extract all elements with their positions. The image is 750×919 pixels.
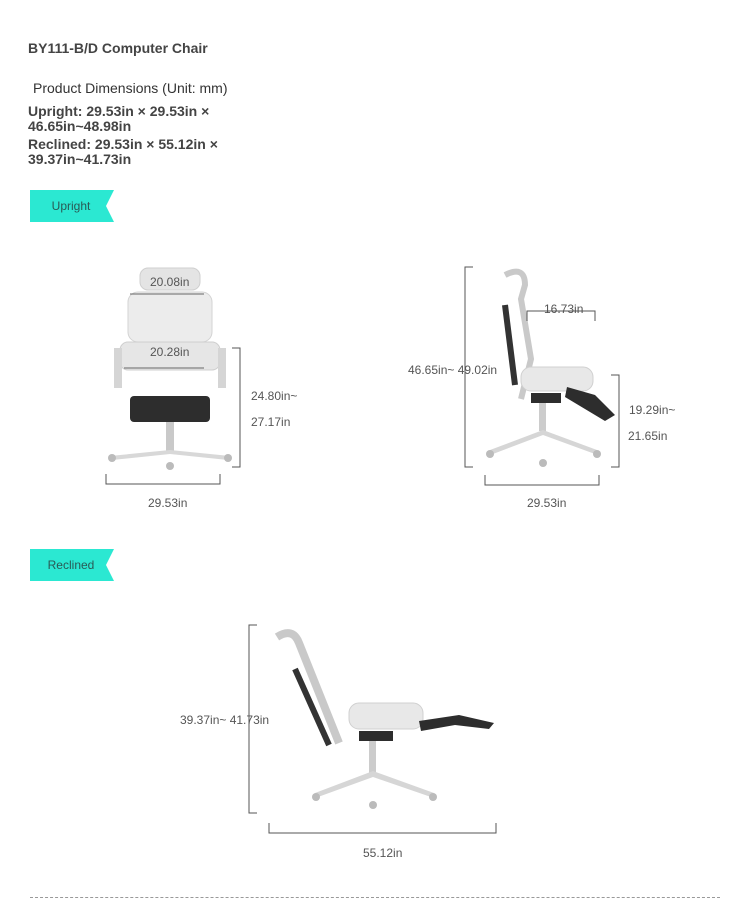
product-title: BY111-B/D Computer Chair	[28, 40, 208, 56]
chair-side-view	[465, 265, 625, 490]
reclined-tag-label: Reclined	[47, 558, 95, 572]
reclined-tag	[30, 549, 114, 581]
side-seat-height-label-2: 21.65in	[628, 429, 668, 443]
side-base-depth-label: 29.53in	[527, 496, 567, 510]
upright-tag-label: Upright	[51, 199, 91, 213]
reclined-spec: Reclined: 29.53in × 55.12in × 39.37in~41.73in	[28, 136, 218, 167]
front-height-label-2: 27.17in	[251, 415, 291, 429]
upright-tag	[30, 190, 114, 222]
front-height-label-1: 24.80in~	[251, 389, 298, 403]
armrest-depth-label: 16.73in	[544, 302, 584, 316]
chair-front-view	[100, 262, 240, 482]
side-seat-height-label-1: 19.29in~	[629, 403, 676, 417]
reclined-length-label: 55.12in	[363, 846, 403, 860]
upright-spec: Upright: 29.53in × 29.53in × 46.65in~48.98in	[28, 103, 210, 134]
front-base-width-label: 29.53in	[148, 496, 188, 510]
reclined-height-label: 39.37in~ 41.73in	[180, 713, 270, 727]
footer-divider	[30, 897, 720, 898]
chair-reclined-view	[249, 625, 499, 840]
headrest-width-label: 20.08in	[150, 275, 190, 289]
seat-width-label: 20.28in	[150, 345, 190, 359]
dimensions-heading: Product Dimensions (Unit: mm)	[33, 80, 228, 96]
side-total-height-label: 46.65in~ 49.02in	[408, 363, 498, 377]
